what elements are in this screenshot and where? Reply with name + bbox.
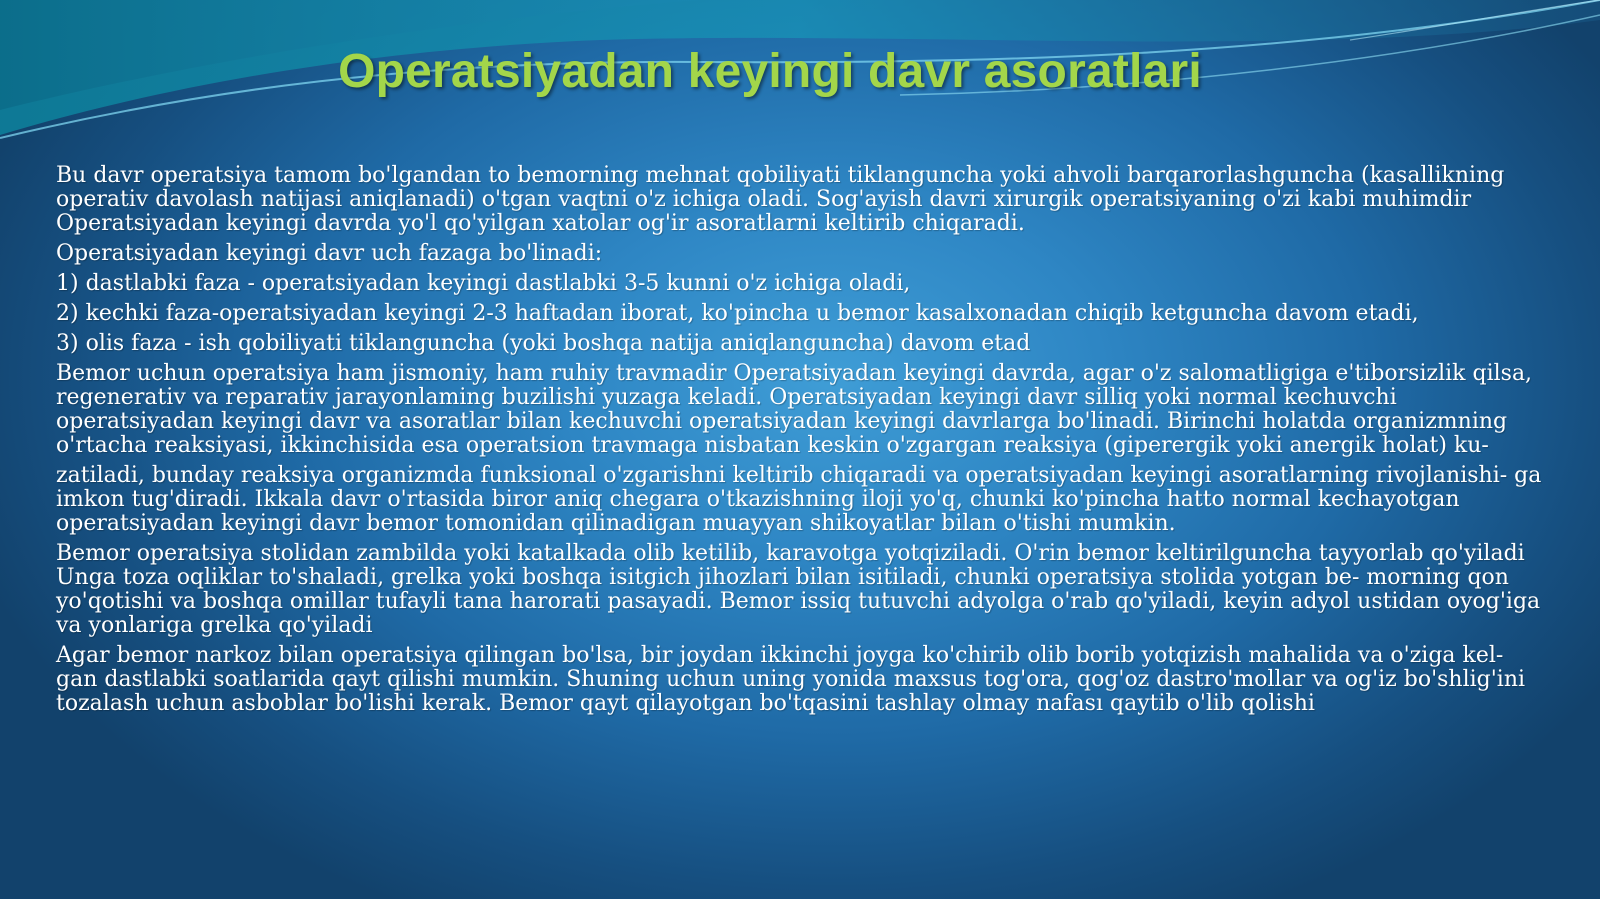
paragraph: Bemor uchun operatsiya ham jismoniy, ham ruhiy travmadir Operatsiyadan keyingi davrda, agar o'z salomatligiga e'tiborsizlik qilsa, regenerativ va reparativ jarayonlaming buzilishi yuzaga keladi. Operatsiyadan keyingi davr silliq yoki normal kechuvchi operatsiyadan keyingi davr va asoratlar bilan kechuvchi operatsiyadan keyingi davrlarga bo'linadi. Birinchi holatda organizmning o'rtacha reaksiyasi, ikkinchisida esa operatsion travmaga nisbatan keskin o'zgargan reaksiya (giperergik yoki anergik holat) ku- xyxy=(56,361,1533,458)
paragraph: 2) kechki faza-operatsiyadan keyingi 2-3 haftadan iborat, ko'pincha u bemor kasalxonadan chiqib ketguncha davom etadi, xyxy=(56,301,1419,326)
paragraph: Operatsiyadan keyingi davr uch fazaga bo'linadi: xyxy=(56,241,603,266)
paragraph: zatiladi, bunday reaksiya organizmda funksional o'zgarishni keltirib chiqaradi va operatsiyadan keyingi asoratlarning rivojlanishi- ga imkon tug'diradi. Ikkala davr o'rtasida biror aniq chegara o'tkazishning iloji yo'q, chunki ko'pincha hatto normal kechayotgan operatsiyadan keyingi davr bemor tomonidan qilinadigan muayyan shikoyatlar bilan o'tishi mumkin. xyxy=(56,463,1542,536)
paragraph: Bu davr operatsiya tamom bo'lgandan to bemorning mehnat qobiliyati tiklanguncha yoki ahvoli barqarorlashguncha (kasallikning operativ davolash natijasi aniqlanadi) o'tgan vaqtni o'z ichiga oladi. Sog'ayish davri xirurgik operatsiyaning o'zi kabi muhimdir Operatsiyadan keyingi davrda yo'l qo'yilgan xatolar og'ir asoratlarni keltirib chiqaradi. xyxy=(56,163,1505,236)
paragraph: 1) dastlabki faza - operatsiyadan keyingi dastlabki 3-5 kunni o'z ichiga oladi, xyxy=(56,271,911,296)
paragraph: Bemor operatsiya stolidan zambilda yoki katalkada olib ketilib, karavotga yotqiziladi. O'rin bemor keltirilguncha tayyorlab qo'yiladi Unga toza oqliklar to'shaladi, grelka yoki boshqa isitgich jihozlari bilan isitiladi, chunki operatsiya stolida yotgan be- morning qon yo'qotishi va boshqa omillar tufayli tana harorati pasayadi. Bemor issiq tutuvchi adyolga o'rab qo'yiladi, keyin adyol ustidan oyog'iga va yonlariga grelka qo'yiladi xyxy=(56,541,1541,638)
slide-title: Operatsiyadan keyingi davr asoratlari xyxy=(338,45,1202,98)
paragraph: Agar bemor narkoz bilan operatsiya qilingan bo'lsa, bir joydan ikkinchi joyga ko'chirib olib borib yotqizish mahalida va o'ziga kel- gan dastlabki soatlarida qayt qilishi mumkin. Shuning uchun uning yonida maxsus tog'ora, qog'oz dastro'mollar va og'iz bo'shlig'ini tozalash uchun asboblar bo'lishi kerak. Bemor qayt qilayotgan bo'tqasini tashlay olmay nafası qaytib o'lib qolishi xyxy=(56,643,1526,716)
paragraph: 3) olis faza - ish qobiliyati tiklanguncha (yoki boshqa natija aniqlanguncha) davom etad xyxy=(56,331,1031,356)
slide-body xyxy=(56,164,1551,722)
